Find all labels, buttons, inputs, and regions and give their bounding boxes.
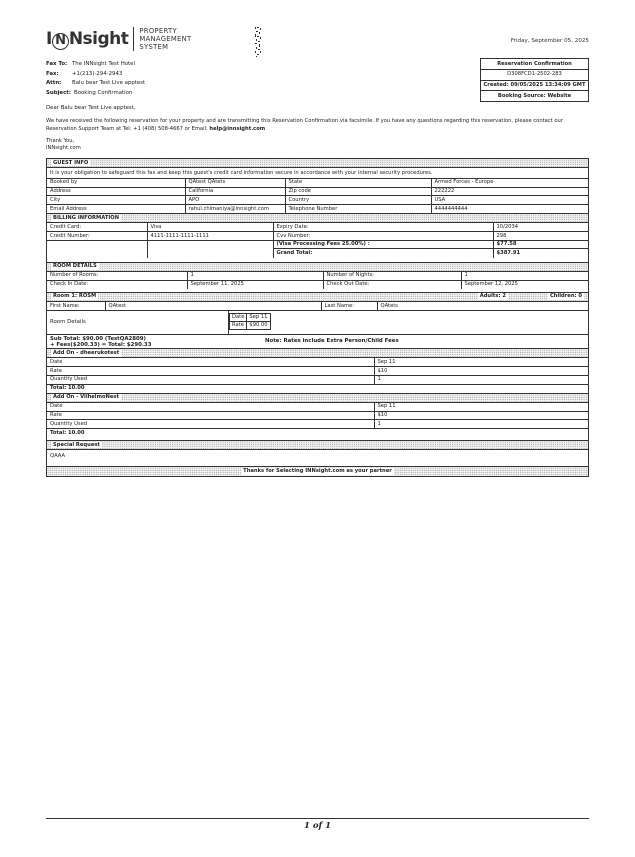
section-header: GUEST INFO — [47, 159, 588, 168]
room-details-table — [47, 272, 588, 289]
confirmation-number: D308FCD1-2502-283 — [481, 70, 588, 81]
grand-total: $387.91 — [496, 250, 521, 257]
billing-table — [47, 223, 588, 257]
confirmation-box — [480, 58, 589, 102]
table-row: Address California Zip code 222222 — [47, 187, 588, 196]
table-row: Quantity Used 1 — [47, 375, 588, 384]
subject-label: Subject: — [46, 89, 72, 96]
section-header: ROOM DETAILS — [47, 263, 588, 272]
fax-to-value: The INNsight Test Hotel — [72, 61, 135, 68]
logo-divider — [133, 27, 134, 51]
booking-source: Booking Source: Website — [497, 92, 572, 99]
room-subtotal-row — [47, 334, 588, 348]
section-header: Add On - dheerukotest — [47, 349, 588, 358]
fax-number-label: Fax: — [46, 70, 59, 77]
fax-number-value: +1(213)-294-2943 — [72, 70, 123, 77]
room-title: Room 1: ROSM — [53, 293, 97, 300]
room-rate-row: Room Details Date Sep 11 Rate $90.00 — [47, 310, 588, 334]
room-rate-table: Date Sep 11 Rate $90.00 — [229, 313, 271, 330]
addon-total: Total: 10.00 — [50, 429, 85, 436]
room-subtotal: Sub Total: $90.00 (TestQA2809) — [50, 335, 146, 342]
logo-ring-icon: N — [52, 33, 69, 50]
table-row: Credit Number: 4111-1111-1111-1111 Cvv Number: 298 — [47, 232, 588, 241]
table-row: Quantity Used 1 — [47, 420, 588, 429]
innsight-logo — [46, 27, 192, 51]
reservation-content — [46, 158, 589, 477]
guest-info-table — [47, 179, 588, 213]
confirmation-created: Created: 09/05/2025 13:34:09 GMT — [481, 81, 588, 92]
document-date: Friday, September 05, 2025 — [510, 38, 589, 44]
support-email-link[interactable]: help@innsight.com — [209, 125, 266, 132]
addon-1-table — [47, 358, 588, 392]
table-row: City APO Country USA — [47, 196, 588, 205]
table-row: (Visa Processing Fees 25.00%) : $77.58 — [47, 240, 588, 249]
footer-divider — [46, 818, 589, 819]
table-row: Check In Date: September 11, 2025 Check Out Date: September 12, 2025 — [47, 280, 588, 289]
logo-subtitle: PROPERTY MANAGEMENT SYSTEM — [139, 27, 192, 52]
closing-banner: Thanks for Selecting INNsight.com as your partner — [47, 467, 588, 476]
subject-value: Booking Confirmation — [74, 89, 133, 96]
special-request-section — [46, 440, 589, 463]
table-row: Booked by QAtest QAtets State Armed Forces - Europe — [47, 179, 588, 188]
page-number: 1 of 1 — [303, 821, 332, 831]
confirmation-title: Reservation Confirmation — [481, 59, 588, 70]
rates-note: Note: Rates include Extra Person/Child Fees — [265, 338, 399, 345]
room-1-section — [46, 292, 589, 349]
thanks-block: Thank You, INNsight.com — [46, 138, 81, 152]
greeting: Dear Balu bear Test Live apptest, — [46, 105, 136, 111]
table-row: First Name: QAtest Last Name: QAtets — [47, 302, 588, 311]
billing-section — [46, 213, 589, 257]
table-row: Credit Card: Visa Expiry Date: 10/2034 — [47, 223, 588, 232]
adults-count: Adults: 2 — [479, 293, 506, 300]
table-row: Rate $10 — [47, 411, 588, 420]
section-header: Special Request — [47, 441, 588, 450]
table-row: Date Sep 11 — [47, 358, 588, 367]
guest-notice: It is your obligation to safeguard this fax and keep this guest's credit card information secure in accordance with your internal security procedures. — [47, 168, 588, 179]
intro-text: We have received the following reservation for your property and are transmitting this Reservation Confirmation via facsimile. If you have any questions regarding this reservation, please contact our Reservation Support Team at Tel: +1 (408) 508-4667 or Email: help@innsight.com — [46, 118, 563, 132]
section-header: BILLING INFORMATION — [47, 214, 588, 223]
table-row: Date Sep 11 — [47, 403, 588, 412]
closing-section — [46, 466, 589, 477]
table-row: Rate $10 — [47, 367, 588, 376]
table-row: Number of Rooms: 1 Number of Nights: 1 — [47, 272, 588, 281]
attn-label: Attn: — [46, 80, 62, 87]
section-header — [47, 293, 588, 302]
fax-to-label: Fax To: — [46, 61, 68, 68]
barcode-icon — [253, 26, 263, 58]
guest-info-section — [46, 158, 589, 213]
room-guest-table — [47, 302, 588, 311]
children-count: Children: 0 — [549, 293, 582, 300]
table-row: Grand Total: $387.91 — [47, 249, 588, 258]
addon-1-section — [46, 348, 589, 392]
logo-wordmark: I N Nsight — [46, 29, 129, 50]
table-row — [47, 384, 588, 393]
addon-total: Total: 10.00 — [50, 385, 85, 392]
addon-2-section — [46, 393, 589, 437]
room-details-section — [46, 262, 589, 289]
addon-2-table — [47, 403, 588, 437]
table-row — [47, 428, 588, 437]
section-header: Add On - VilhelmoNest — [47, 394, 588, 403]
guest-email: rahul.chimaniya@innsight.com — [185, 205, 285, 214]
room-fees-total: + Fees($200.33) = Total: $290.33 — [50, 341, 152, 348]
attn-value: Balu bear Test Live apptest — [72, 80, 146, 87]
table-row: Email Address rahul.chimaniya@innsight.com Telephone Number 4444444444 — [47, 205, 588, 214]
special-request-text: QAAA — [50, 453, 66, 460]
fax-header — [46, 60, 145, 98]
